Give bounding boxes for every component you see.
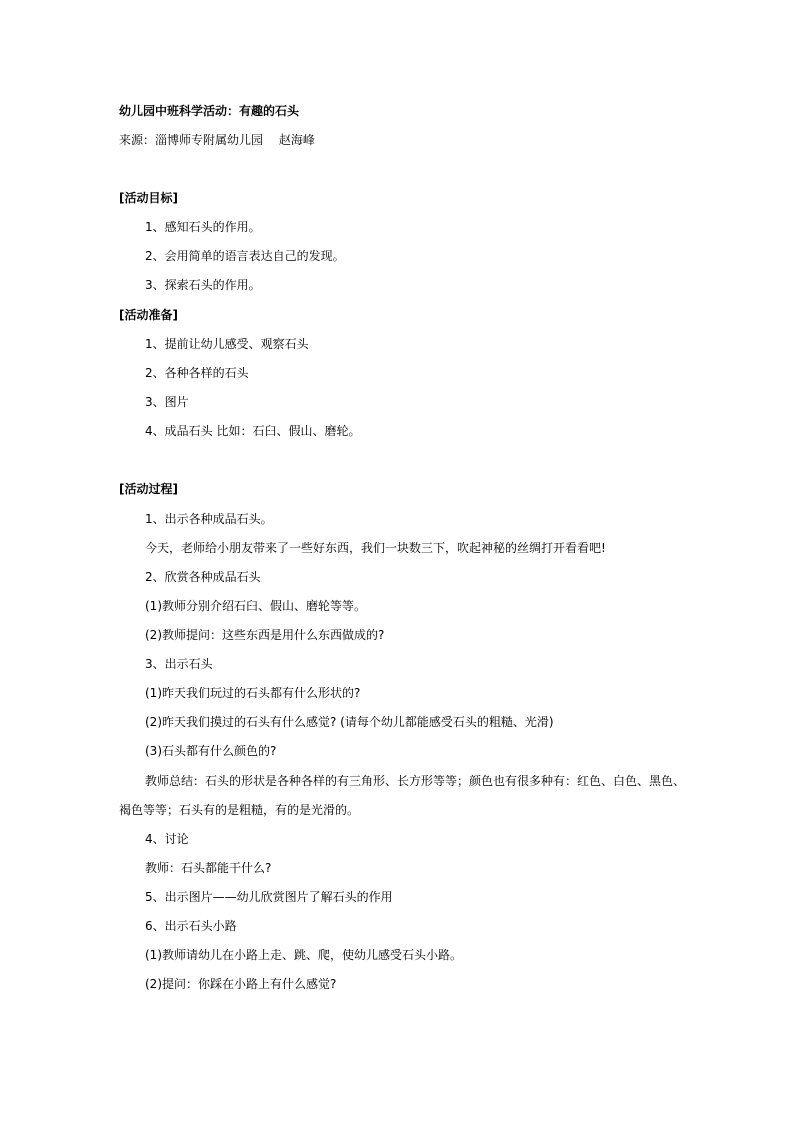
process-line: 今天，老师给小朋友带来了一些好东西，我们一块数三下，吹起神秘的丝绸打开看看吧! — [145, 541, 606, 555]
prep-item: 2、各种各样的石头 — [145, 366, 249, 380]
process-line: 教师总结：石头的形状是各种各样的有三角形、长方形等等；颜色也有很多种有：红色、白色、黑色、 — [145, 774, 686, 788]
process-line: (2)提问：你踩在小路上有什么感觉? — [145, 977, 337, 991]
process-line: 5、出示图片——幼儿欣赏图片了解石头的作用 — [145, 890, 393, 904]
process-line: 1、出示各种成品石头。 — [145, 512, 273, 526]
process-line: (1)教师分别介绍石臼、假山、磨轮等等。 — [145, 599, 366, 613]
process-line: 3、出示石头 — [145, 657, 213, 671]
process-line: (2)教师提问：这些东西是用什么东西做成的? — [145, 628, 385, 642]
process-line: 2、欣赏各种成品石头 — [145, 570, 261, 584]
process-line: 褐色等等；石头有的是粗糙，有的是光滑的。 — [119, 803, 360, 817]
goal-item: 1、感知石头的作用。 — [145, 220, 261, 234]
process-line: (3)石头都有什么颜色的? — [145, 744, 277, 758]
goal-item: 3、探索石头的作用。 — [145, 278, 261, 292]
prep-item: 4、成品石头 比如：石臼、假山、磨轮。 — [145, 424, 361, 438]
prep-item: 1、提前让幼儿感受、观察石头 — [145, 337, 309, 351]
goal-item: 2、会用简单的语言表达自己的发现。 — [145, 249, 345, 263]
process-line: (1)教师请幼儿在小路上走、跳、爬，使幼儿感受石头小路。 — [145, 948, 463, 962]
process-line: 4、讨论 — [145, 832, 189, 846]
prep-heading: [活动准备] — [119, 308, 178, 322]
process-line: 6、出示石头小路 — [145, 919, 237, 933]
source-line: 来源：淄博师专附属幼儿园 赵海峰 — [119, 133, 315, 147]
process-line: (1)昨天我们玩过的石头都有什么形状的? — [145, 686, 361, 700]
prep-item: 3、图片 — [145, 395, 189, 409]
page-title: 幼儿园中班科学活动：有趣的石头 — [119, 104, 300, 118]
process-line: (2)昨天我们摸过的石头有什么感觉? (请每个幼儿都能感受石头的粗糙、光滑) — [145, 715, 554, 729]
goals-heading: [活动目标] — [119, 191, 178, 205]
process-heading: [活动过程] — [119, 482, 178, 496]
process-line: 教师：石头都能干什么? — [145, 861, 272, 875]
